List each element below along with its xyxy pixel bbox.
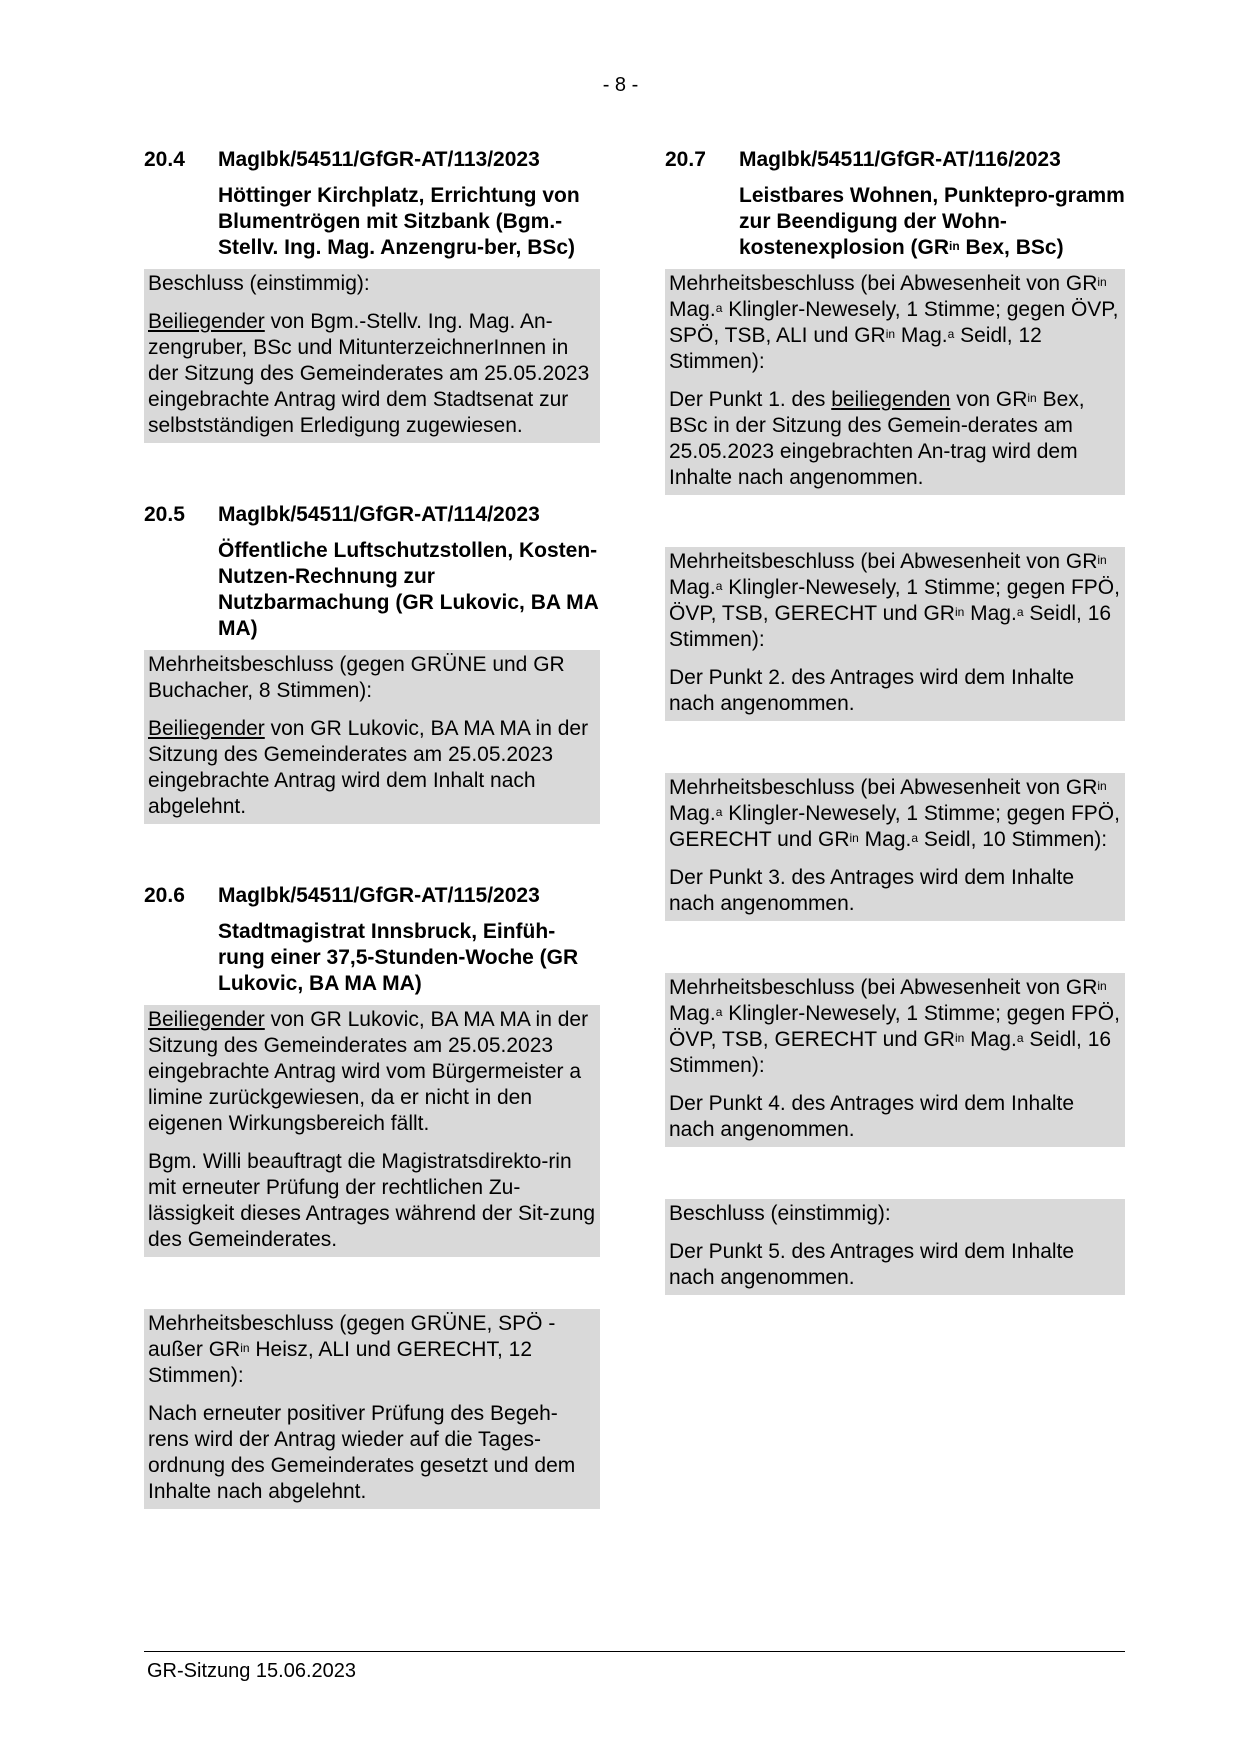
item-title: Leistbares Wohnen, Punktepro-gramm zur Beendigung der Wohn-kostenexplosion ($GR^{in}$ Bex, BSc) [739,184,1125,259]
resolution-body: von GR Lukovic, BA MA MA in der Sitzung des Gemeinderates am 25.05.2023 eingebrachte Antrag wird vom Bürgermeister a limine zurückgewiesen, da er nicht in den eigenen Wirkungsbereich fällt. [148,1008,589,1135]
underlined-word: Beiliegender [148,310,265,333]
item-title: Stadtmagistrat Innsbruck, Einfüh-rung einer 37,5-Stunden-Woche (GR Lukovic, BA MA MA) [218,920,579,995]
resolution-text: Der Punkt 5. des Antrages wird dem Inhalte nach angenommen. [669,1240,1075,1289]
item-title: Öffentliche Luftschutzstollen, Kosten-Nutzen-Rechnung zur Nutzbarmachung (GR Lukovic, BA MA MA) [218,539,598,640]
resolution-block-point-5 [665,1199,1125,1295]
item-number: 20.5 [144,503,185,526]
resolution-type: Mehrheitsbeschluss (gegen GRÜNE, SPÖ - außer $GR^{in}$ Heisz, ALI und GERECHT, 12 Stimmen): [148,1312,556,1387]
item-reference: MagIbk/54511/GfGR-AT/116/2023 [739,148,1061,171]
resolution-block-point-2 [665,547,1125,721]
item-number: 20.6 [144,884,185,907]
resolution-block-followup [144,1309,600,1509]
resolution-body: von Bgm.-Stellv. Ing. Mag. An-zengruber, BSc und MitunterzeichnerInnen in der Sitzung des Gemeinderates am 25.05.2023 eingebrachte Antrag wird dem Stadtsenat zur selbstständigen Erledigung zugewiesen. [148,310,590,437]
resolution-type: Beschluss (einstimmig): [669,1202,891,1225]
resolution-block-point-4 [665,973,1125,1147]
left-column [144,146,600,1553]
resolution-text: Nach erneuter positiver Prüfung des Begeh-rens wird der Antrag wieder auf die Tages-ordnung des Gemeinderates gesetzt und dem Inhalte nach abgelehnt. [148,1402,576,1503]
footer-text: GR-Sitzung 15.06.2023 [147,1660,357,1682]
resolution-body: von GR Lukovic, BA MA MA in der Sitzung des Gemeinderates am 25.05.2023 eingebrachte Antrag wird dem Inhalt nach abgelehnt. [148,717,589,818]
resolution-text: Der Punkt 3. des Antrages wird dem Inhalte nach angenommen. [669,866,1075,915]
agenda-item-20-5 [144,501,600,824]
resolution-block [144,650,600,824]
footer-divider [144,1651,1125,1652]
resolution-text: Der Punkt 1. des beiliegenden von $GR^{in}$ Bex, BSc in der Sitzung des Gemein-derates am 25.05.2023 eingebrachten An-trag wird dem Inhalte nach angenommen. [669,388,1085,489]
resolution-text [148,716,596,820]
resolution-text: Der Punkt 2. des Antrages wird dem Inhalte nach angenommen. [669,666,1075,715]
resolution-type: Mehrheitsbeschluss (bei Abwesenheit von $GR^{in}$ Mag.$^a$ Klingler-Newesely, 1 Stimme; gegen ÖVP, SPÖ, TSB, ALI und $GR^{in}$ Mag.$^a$ Seidl, 12 Stimmen): [669,272,1119,373]
item-reference: MagIbk/54511/GfGR-AT/114/2023 [218,503,540,526]
resolution-block-point-3 [665,773,1125,921]
item-number: 20.4 [144,148,185,171]
resolution-block [144,269,600,443]
resolution-note: Bgm. Willi beauftragt die Magistratsdirekto-rin mit erneuter Prüfung der rechtlichen Zu-lässigkeit dieses Antrages während der Sit-zung des Gemeinderates. [148,1150,596,1251]
resolution-text: Der Punkt 4. des Antrages wird dem Inhalte nach angenommen. [669,1092,1075,1141]
resolution-text [148,1007,596,1137]
item-number: 20.7 [665,148,706,171]
item-reference: MagIbk/54511/GfGR-AT/113/2023 [218,148,540,171]
agenda-item-20-4 [144,146,600,443]
resolution-block-point-1 [665,269,1125,495]
resolution-type: Mehrheitsbeschluss (bei Abwesenheit von $GR^{in}$ Mag.$^a$ Klingler-Newesely, 1 Stimme; gegen FPÖ, GERECHT und $GR^{in}$ Mag.$^a$ Seidl, 10 Stimmen): [669,776,1120,851]
resolution-type: Mehrheitsbeschluss (bei Abwesenheit von $GR^{in}$ Mag.$^a$ Klingler-Newesely, 1 Stimme; gegen FPÖ, ÖVP, TSB, GERECHT und $GR^{in}$ Mag.$^a$ Seidl, 16 Stimmen): [669,976,1120,1077]
item-title: Höttinger Kirchplatz, Errichtung von Blumentrögen mit Sitzbank (Bgm.-Stellv. Ing. Mag. Anzengru-ber, BSc) [218,184,580,259]
resolution-type: Beschluss (einstimmig): [148,272,370,295]
resolution-text [148,309,596,439]
agenda-item-20-7 [665,146,1125,1295]
resolution-type: Mehrheitsbeschluss (bei Abwesenheit von $GR^{in}$ Mag.$^a$ Klingler-Newesely, 1 Stimme; gegen FPÖ, ÖVP, TSB, GERECHT und $GR^{in}$ Mag.$^a$ Seidl, 16 Stimmen): [669,550,1120,651]
right-column [665,146,1125,1295]
underlined-word: Beiliegender [148,1008,265,1031]
item-reference: MagIbk/54511/GfGR-AT/115/2023 [218,884,540,907]
resolution-block [144,1005,600,1257]
page-number: - 8 - [602,74,639,96]
resolution-type: Mehrheitsbeschluss (gegen GRÜNE und GR Buchacher, 8 Stimmen): [148,653,565,702]
agenda-item-20-6 [144,882,600,1509]
underlined-word: Beiliegender [148,717,265,740]
